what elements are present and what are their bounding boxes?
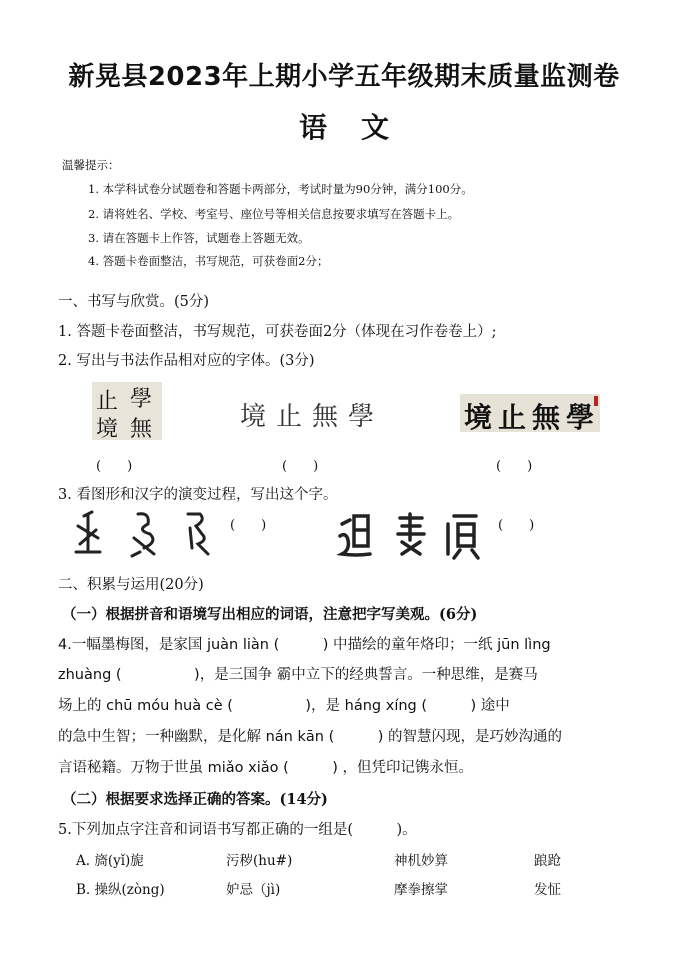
tip-item-3: 3. 请在答题卡上作答，试题卷上答题无效。 bbox=[88, 231, 310, 245]
option-b-item-4: 发怔 bbox=[534, 882, 561, 898]
calligraphy-image-3 bbox=[460, 394, 600, 432]
answer-blank-calligraphy-1[interactable]: ( ) bbox=[96, 459, 133, 474]
calligraphy-char: 學 bbox=[566, 401, 595, 434]
option-a-item-4: 踉跄 bbox=[534, 853, 561, 869]
tips-heading: 温馨提示： bbox=[62, 158, 120, 172]
option-a-item-3: 神机妙算 bbox=[394, 853, 448, 869]
calligraphy-char: 無 bbox=[130, 417, 153, 442]
calligraphy-image-1 bbox=[92, 382, 162, 440]
question-2: 2. 写出与书法作品相对应的字体。(3分) bbox=[58, 353, 315, 369]
answer-blank-evolution-1[interactable]: ( ) bbox=[230, 518, 267, 533]
question-4-line-2: zhuàng ( )，是三国争 霸中立下的经典誓言。一种思维，是赛马 bbox=[58, 667, 538, 683]
evolution-glyphs-icon bbox=[70, 508, 230, 558]
evolution-glyphs-icon bbox=[336, 510, 486, 560]
option-b-item-2: 妒忌（jì) bbox=[226, 882, 281, 898]
part2-heading: （二）根据要求选择正确的答案。(14分) bbox=[62, 791, 328, 808]
calligraphy-char: 無 bbox=[312, 402, 339, 432]
question-4-line-3: 场上的 chū móu huà cè ( )，是 háng xíng ( ) 途中 bbox=[58, 698, 510, 714]
question-4-line-1: 4.一幅墨梅图，是家国 juàn liàn ( ) 中描绘的童年烙印；一纸 jūn lìng bbox=[58, 637, 551, 653]
calligraphy-char: 境 bbox=[96, 417, 119, 442]
part1-heading: （一）根据拼音和语境写出相应的词语，注意把字写美观。(6分) bbox=[62, 606, 478, 623]
calligraphy-char: 境 bbox=[240, 402, 267, 432]
question-4-line-4: 的急中生智；一种幽默，是化解 nán kān ( ) 的智慧闪现，是巧妙沟通的 bbox=[58, 729, 562, 745]
calligraphy-char: 境 bbox=[464, 401, 493, 434]
answer-blank-calligraphy-3[interactable]: ( ) bbox=[496, 459, 533, 474]
evolution-image-1 bbox=[70, 508, 230, 558]
calligraphy-char: 止 bbox=[96, 389, 119, 414]
tip-item-1: 1. 本学科试卷分试题卷和答题卡两部分，考试时量为90分钟，满分100分。 bbox=[88, 182, 473, 196]
answer-blank-evolution-2[interactable]: ( ) bbox=[498, 518, 535, 533]
question-1: 1. 答题卡卷面整洁，书写规范，可获卷面2分（体现在习作卷卷上）; bbox=[58, 324, 497, 340]
calligraphy-char: 學 bbox=[130, 387, 153, 412]
exam-title: 新晃县2023年上期小学五年级期末质量监测卷 bbox=[68, 62, 620, 92]
calligraphy-char: 無 bbox=[532, 401, 561, 434]
option-b-item-3: 摩拳擦掌 bbox=[394, 882, 448, 898]
option-a-item-2: 污秽(hu#) bbox=[226, 853, 293, 869]
calligraphy-char: 止 bbox=[498, 401, 527, 434]
tip-item-2: 2. 请将姓名、学校、考室号、座位号等相关信息按要求填写在答题卡上。 bbox=[88, 207, 460, 221]
calligraphy-char: 止 bbox=[276, 402, 303, 432]
seal-stamp-icon bbox=[594, 396, 598, 406]
section1-heading: 一、书写与欣赏。(5分) bbox=[58, 294, 210, 310]
answer-blank-calligraphy-2[interactable]: ( ) bbox=[282, 459, 319, 474]
tip-item-4: 4. 答题卡卷面整洁，书写规范，可获卷面2分； bbox=[88, 254, 329, 268]
question-4-line-5: 言语秘籍。万物于世虽 miǎo xiǎo ( ) ，但凭印记镌永恒。 bbox=[58, 760, 474, 776]
question-5: 5.下列加点字注音和词语书写都正确的一组是( )。 bbox=[58, 822, 417, 838]
calligraphy-char: 學 bbox=[348, 402, 375, 432]
section2-heading: 二、积累与运用(20分) bbox=[58, 577, 204, 593]
option-a-item-1: A. 旖(yǐ)旎 bbox=[76, 853, 144, 869]
evolution-image-2 bbox=[336, 510, 486, 560]
subject-title: 语文 bbox=[298, 111, 423, 144]
calligraphy-image-2 bbox=[240, 396, 385, 430]
option-b-item-1: B. 操纵(zòng) bbox=[76, 882, 165, 898]
question-3: 3. 看图形和汉字的演变过程，写出这个字。 bbox=[58, 487, 338, 503]
